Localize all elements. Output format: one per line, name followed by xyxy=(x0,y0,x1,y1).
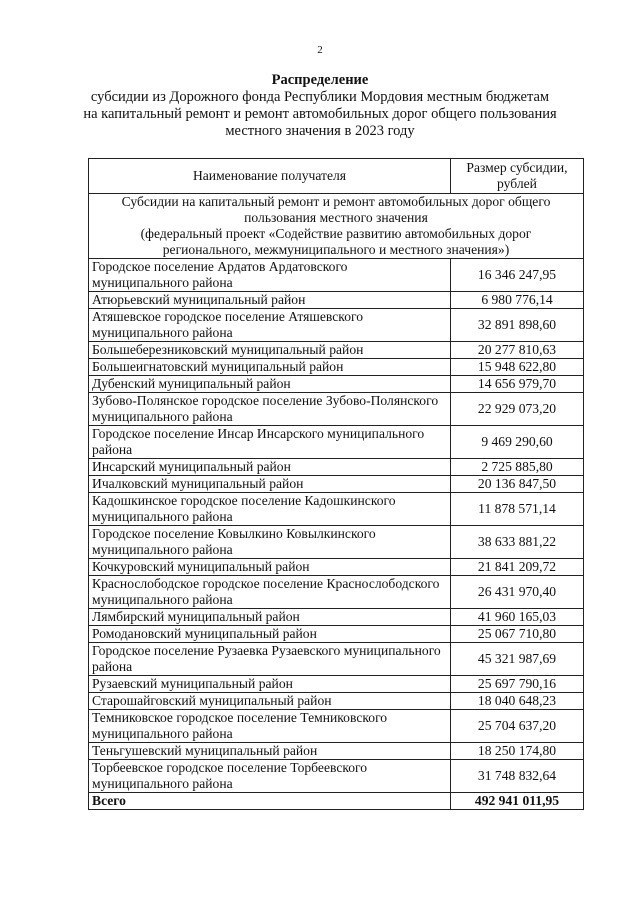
section-row xyxy=(89,194,584,259)
subsidy-amount: 16 346 247,95 xyxy=(451,259,584,292)
subsidy-amount: 15 948 622,80 xyxy=(451,359,584,376)
table-row xyxy=(89,426,584,459)
section-line: Субсидии на капитальный ремонт и ремонт автомобильных дорог общего xyxy=(121,194,551,209)
recipient-name: Зубово-Полянское городское поселение Зубово-Полянского муниципального района xyxy=(89,393,451,426)
table-row xyxy=(89,710,584,743)
subtitle-line: на капитальный ремонт и ремонт автомобильных дорог общего пользования xyxy=(83,106,557,122)
recipient-name: Городское поселение Рузаевка Рузаевского муниципального района xyxy=(89,643,451,676)
subsidy-amount: 14 656 979,70 xyxy=(451,376,584,393)
table-row xyxy=(89,342,584,359)
subsidy-amount: 25 704 637,20 xyxy=(451,710,584,743)
subsidy-amount: 9 469 290,60 xyxy=(451,426,584,459)
subsidy-amount: 11 878 571,14 xyxy=(451,493,584,526)
distribution-table xyxy=(88,158,584,810)
recipient-name: Большеигнатовский муниципальный район xyxy=(89,359,451,376)
subtitle-line: местного значения в 2023 году xyxy=(225,123,415,139)
recipient-name: Большеберезниковский муниципальный район xyxy=(89,342,451,359)
subsidy-amount: 41 960 165,03 xyxy=(451,609,584,626)
table-row xyxy=(89,376,584,393)
subsidy-amount: 21 841 209,72 xyxy=(451,559,584,576)
table-row xyxy=(89,693,584,710)
recipient-name: Городское поселение Ковылкино Ковылкинского муниципального района xyxy=(89,526,451,559)
recipient-name: Рузаевский муниципальный район xyxy=(89,676,451,693)
table-row xyxy=(89,643,584,676)
table-row xyxy=(89,493,584,526)
recipient-name: Атюрьевский муниципальный район xyxy=(89,292,451,309)
table-row xyxy=(89,760,584,793)
subsidy-amount: 20 277 810,63 xyxy=(451,342,584,359)
column-header-amount: Размер субсидии, рублей xyxy=(451,159,584,194)
recipient-name: Инсарский муниципальный район xyxy=(89,459,451,476)
subsidy-amount: 2 725 885,80 xyxy=(451,459,584,476)
table-row xyxy=(89,476,584,493)
table-body xyxy=(89,194,584,810)
recipient-name: Теньгушевский муниципальный район xyxy=(89,743,451,760)
recipient-name: Ромодановский муниципальный район xyxy=(89,626,451,643)
table-row xyxy=(89,359,584,376)
subsidy-amount: 45 321 987,69 xyxy=(451,643,584,676)
recipient-name: Краснослободское городское поселение Краснослободского муниципального района xyxy=(89,576,451,609)
subsidy-amount: 18 040 648,23 xyxy=(451,693,584,710)
recipient-name: Городское поселение Инсар Инсарского муниципального района xyxy=(89,426,451,459)
subsidy-amount: 26 431 970,40 xyxy=(451,576,584,609)
column-header-recipient: Наименование получателя xyxy=(89,159,451,194)
recipient-name: Кочкуровский муниципальный район xyxy=(89,559,451,576)
recipient-name: Темниковское городское поселение Темниковского муниципального района xyxy=(89,710,451,743)
document-title: Распределение xyxy=(271,72,369,88)
recipient-name: Лямбирский муниципальный район xyxy=(89,609,451,626)
recipient-name: Атяшевское городское поселение Атяшевского муниципального района xyxy=(89,309,451,342)
recipient-name: Кадошкинское городское поселение Кадошкинского муниципального района xyxy=(89,493,451,526)
table-row xyxy=(89,559,584,576)
recipient-name: Старошайговский муниципальный район xyxy=(89,693,451,710)
document-heading xyxy=(60,72,580,140)
total-row xyxy=(89,793,584,810)
page-number: 2 xyxy=(317,44,323,56)
table-row xyxy=(89,609,584,626)
table-row xyxy=(89,526,584,559)
table-row xyxy=(89,676,584,693)
subsidy-amount: 32 891 898,60 xyxy=(451,309,584,342)
subsidy-amount: 22 929 073,20 xyxy=(451,393,584,426)
recipient-name: Городское поселение Ардатов Ардатовского муниципального района xyxy=(89,259,451,292)
subsidy-amount: 20 136 847,50 xyxy=(451,476,584,493)
subsidy-amount: 38 633 881,22 xyxy=(451,526,584,559)
table-row xyxy=(89,292,584,309)
subtitle-line: субсидии из Дорожного фонда Республики Мордовия местным бюджетам xyxy=(90,89,550,105)
table-row xyxy=(89,459,584,476)
subsidy-amount: 31 748 832,64 xyxy=(451,760,584,793)
table-row xyxy=(89,309,584,342)
section-line: регионального, межмуниципального и местного значения») xyxy=(162,242,510,257)
table-row xyxy=(89,743,584,760)
table-header-row xyxy=(89,159,584,194)
section-cell xyxy=(89,194,584,259)
section-line: пользования местного значения xyxy=(244,210,428,225)
table-row xyxy=(89,626,584,643)
subsidy-amount: 25 697 790,16 xyxy=(451,676,584,693)
table-row xyxy=(89,393,584,426)
recipient-name: Ичалковский муниципальный район xyxy=(89,476,451,493)
recipient-name: Торбеевское городское поселение Торбеевского муниципального района xyxy=(89,760,451,793)
subsidy-amount: 18 250 174,80 xyxy=(451,743,584,760)
recipient-name: Дубенский муниципальный район xyxy=(89,376,451,393)
total-amount: 492 941 011,95 xyxy=(451,793,584,810)
total-label: Всего xyxy=(89,793,451,810)
table-row xyxy=(89,259,584,292)
subsidy-amount: 25 067 710,80 xyxy=(451,626,584,643)
table-row xyxy=(89,576,584,609)
section-line: (федеральный проект «Содействие развитию автомобильных дорог xyxy=(140,226,532,241)
subsidy-amount: 6 980 776,14 xyxy=(451,292,584,309)
